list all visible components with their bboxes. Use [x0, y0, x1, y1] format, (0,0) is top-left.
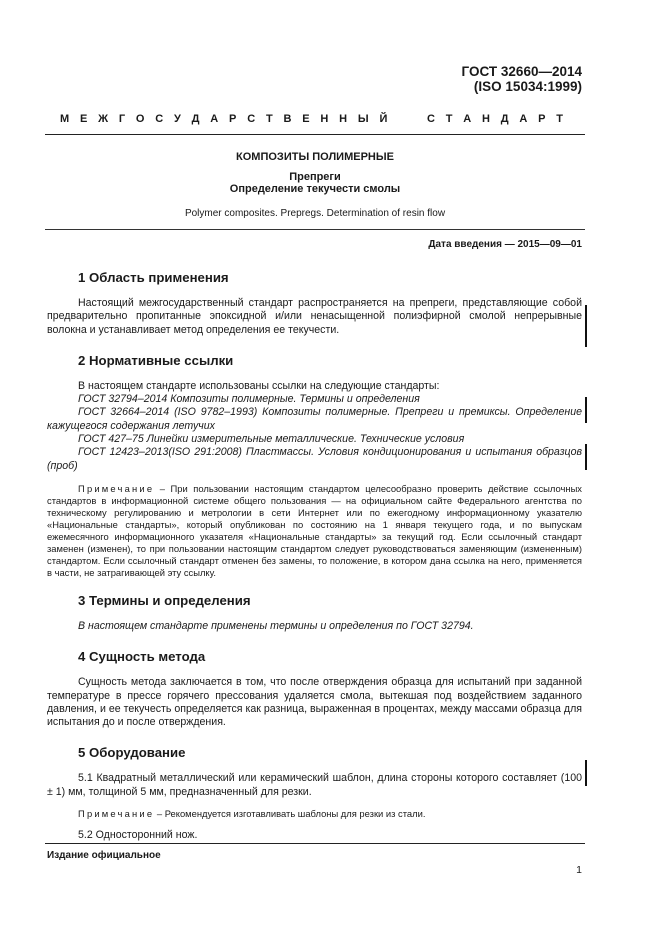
- reference-item: ГОСТ 12423–2013(ISO 291:2008) Пластмассы. Условия кондиционирования и испытания образцов (проб): [47, 446, 582, 472]
- banner-letter: Ы: [357, 113, 369, 125]
- banner-letter: Т: [556, 113, 563, 125]
- banner-letter: А: [519, 113, 528, 125]
- section-3-heading: 3 Термины и определения: [78, 592, 251, 608]
- banner-letter: В: [283, 113, 292, 125]
- document-number-block: [462, 64, 582, 94]
- section-2-heading: 2 Нормативные ссылки: [78, 352, 234, 368]
- banner-letter: Й: [379, 113, 388, 125]
- banner-letter: Н: [481, 113, 490, 125]
- banner-word-gap: [398, 113, 416, 125]
- section-3-text: В настоящем стандарте применены термины и определения по ГОСТ 32794.: [78, 619, 474, 632]
- banner-letter: Н: [339, 113, 348, 125]
- document-subtitle-1: Препреги: [289, 171, 341, 183]
- gost-number: ГОСТ 32660—2014: [461, 64, 582, 79]
- section-1-heading: 1 Область применения: [78, 270, 229, 285]
- official-edition-label: Издание официальное: [47, 850, 161, 861]
- section-2-note: [47, 483, 582, 579]
- page-number: 1: [576, 864, 582, 876]
- banner-letter: Р: [538, 113, 546, 125]
- reference-item: ГОСТ 427–75 Линейки измерительные металлические. Технические условия: [78, 433, 465, 446]
- document-subtitle-2: Определение текучести смолы: [229, 183, 401, 195]
- banner-letter: Т: [265, 113, 273, 125]
- reference-item: ГОСТ 32794–2014 Композиты полимерные. Термины и определения: [78, 393, 420, 406]
- note-text: – Рекомендуется изготавливать шаблоны для резки из стали.: [154, 808, 426, 820]
- section-4-text: Сущность метода заключается в том, что после отверждения образца для испытаний при заданной температуре в прессе горячего прессования удаляется смола, вытекшая под воздействием заданного давления, и ее текучесть определяется как разница, выраженная в процентах, между массами образца для испытания до и после отверждения.: [47, 676, 582, 729]
- section-5-note: [47, 808, 582, 820]
- note-text: – При пользовании настоящим стандартом целесообразно проверить действие ссылочных стандартов в информационной системе общего пользования — на официальном сайте Федерального агентства по техническому регулированию и метрологии в сети Интернет или по ежегодному информационному указателю «Национальные стандарты», который опубликован по состоянию на 1 января текущего года, и по выпускам ежемесячного информационного указателя «Национальные стандарты» за текущий год. Если ссылочный стандарт заменен (изменен), то при пользовании настоящим стандартом следует руководствоваться заменяющим (измененным) стандартом. Если ссылочный стандарт отменен без замены, то положение, в котором дана ссылка на него, применяется в части, не затрагивающей эту ссылку.: [47, 482, 582, 578]
- banner-letter: Е: [302, 113, 310, 125]
- document-title: КОМПОЗИТЫ ПОЛИМЕРНЫЕ: [236, 151, 394, 163]
- banner-letter: Д: [191, 113, 200, 125]
- reference-item: ГОСТ 32664–2014 (ISO 9782–1993) Композиты полимерные. Препреги и премиксы. Определение кажущегося содержания летучих: [47, 406, 582, 432]
- change-marker-bar: [585, 444, 587, 470]
- note-label: Примечание: [78, 808, 155, 820]
- introduction-date: Дата введения — 2015—09—01: [428, 239, 582, 250]
- section-4-heading: 4 Сущность метода: [78, 649, 206, 665]
- banner-letter: У: [174, 113, 181, 125]
- banner-letter: М: [60, 113, 70, 125]
- document-body: [47, 270, 582, 842]
- change-marker-bar: [585, 305, 587, 347]
- banner-letter: С: [426, 113, 435, 125]
- top-divider: [45, 134, 585, 135]
- change-marker-bar: [585, 760, 587, 786]
- banner-letter: А: [210, 113, 219, 125]
- section-5-heading: 5 Оборудование: [78, 745, 186, 761]
- interstate-standard-banner: [60, 113, 563, 125]
- banner-letter: Ж: [98, 113, 109, 125]
- note-label: Примечание: [78, 482, 155, 494]
- banner-letter: Г: [118, 113, 126, 125]
- english-title: Polymer composites. Prepregs. Determination of resin flow: [184, 208, 446, 219]
- banner-letter: С: [155, 113, 164, 125]
- banner-letter: С: [247, 113, 256, 125]
- section-2-intro: В настоящем стандарте использованы ссылки на следующие стандарты:: [78, 379, 440, 392]
- title-divider: [45, 229, 585, 230]
- banner-letter: О: [135, 113, 145, 125]
- section-1-text: Настоящий межгосударственный стандарт распространяется на препреги, представляющие собой предварительно пропитанные эпоксидной и/или ненасыщенной полиэфирной смолой непрерывные волокна и устанавливает метод определения ее текучести.: [47, 297, 582, 336]
- banner-letter: Р: [229, 113, 237, 125]
- banner-letter: Е: [79, 113, 88, 125]
- change-marker-bar: [585, 397, 587, 423]
- banner-letter: Д: [500, 113, 509, 125]
- banner-letter: Н: [320, 113, 329, 125]
- section-5-item-2: 5.2 Односторонний нож.: [78, 829, 198, 842]
- iso-number: (ISO 15034:1999): [473, 79, 582, 94]
- footer-divider: [45, 843, 585, 844]
- section-5-item-1: 5.1 Квадратный металлический или керамический шаблон, длина стороны которого составляет (100 ± 1) мм, толщиной 5 мм, предназначенный для резки.: [47, 772, 582, 798]
- banner-letter: А: [463, 113, 472, 125]
- banner-letter: Т: [445, 113, 453, 125]
